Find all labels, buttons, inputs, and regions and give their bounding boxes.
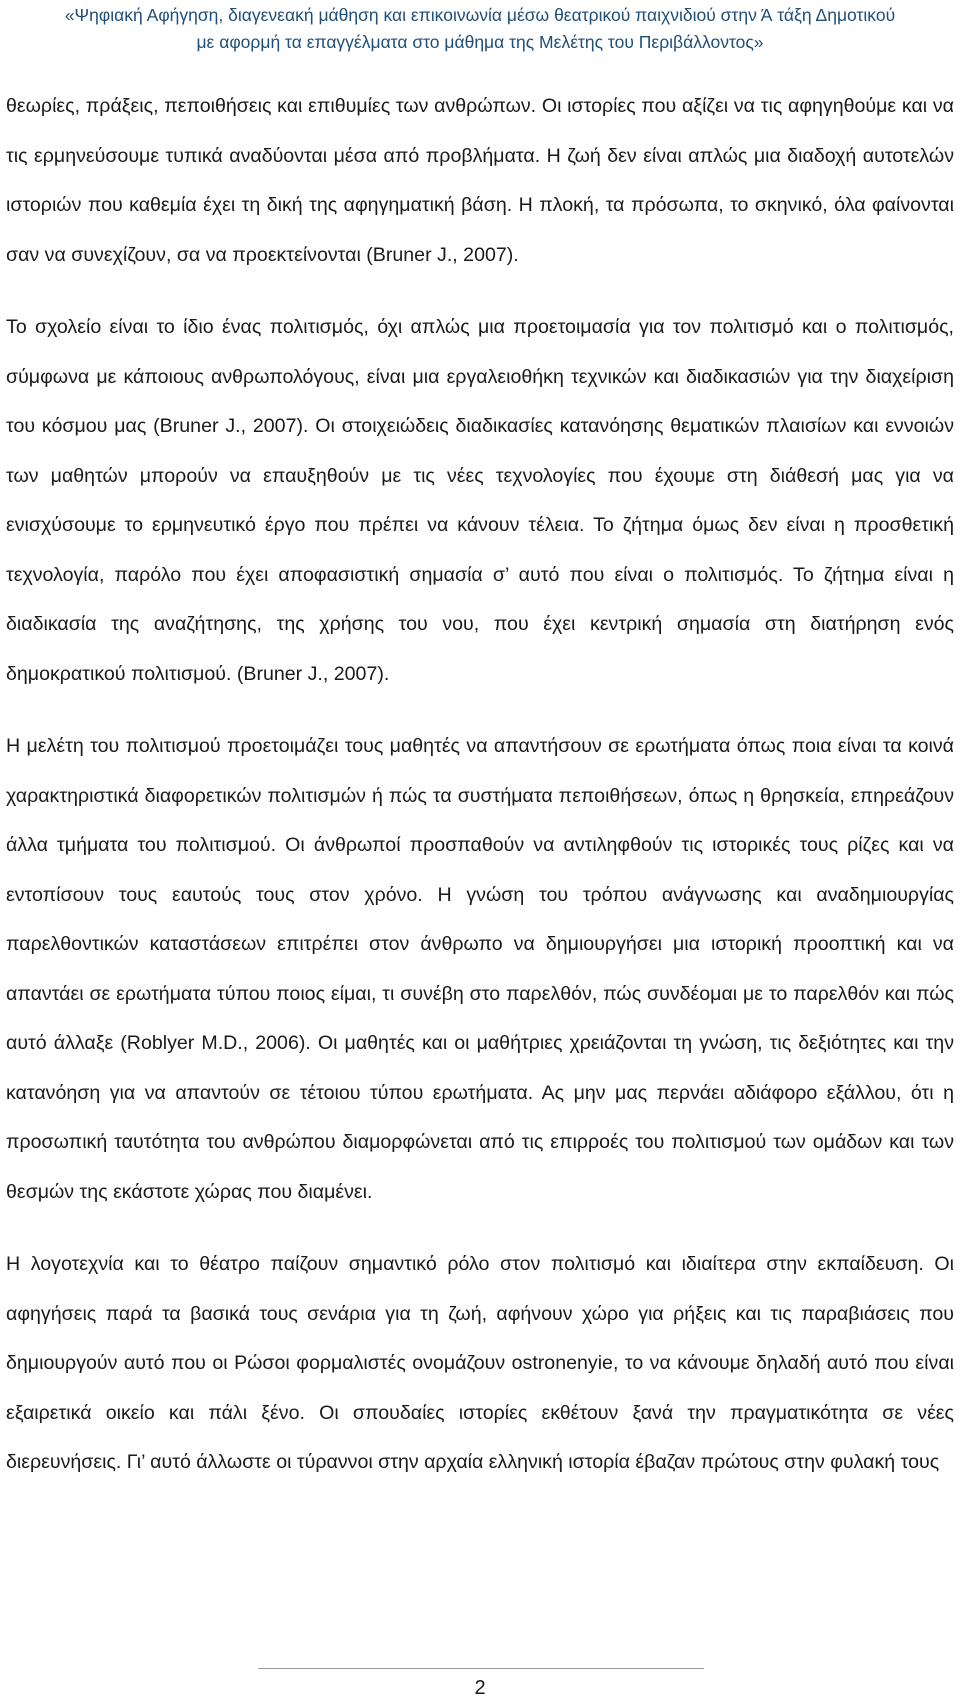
- paragraph-3: Η μελέτη του πολιτισμού προετοιμάζει τους μαθητές να απαντήσουν σε ερωτήματα όπως ποια είναι τα κοινά χαρακτηριστικά διαφορετικών πολιτισμών ή πώς τα συστήματα πεποιθήσεων, όπως η θρησκεία, επηρεάζουν άλλα τμήματα του πολιτισμού. Οι άνθρωποί προσπαθούν να αντιληφθούν τις ιστορικές τους ρίζες και να εντοπίσουν τους εαυτούς τους στον χρόνο. Η γνώση του τρόπου ανάγνωσης και αναδημιουργίας παρελθοντικών καταστάσεων επιτρέπει στον άνθρωπο να δημιουργήσει μια ιστορική προοπτική και να απαντάει σε ερωτήματα τύπου ποιος είμαι, τι συνέβη στο παρελθόν, πώς συνδέομαι με το παρελθόν και πώς αυτό άλλαξε (Roblyer M.D., 2006). Οι μαθητές και οι μαθήτριες χρειάζονται τη γνώση, τις δεξιότητες και την κατανόηση για να απαντούν σε τέτοιου τύπου ερωτήματα. Ας μην μας περνάει αδιάφορο εξάλλου, ότι η προσωπική ταυτότητα του ανθρώπου διαμορφώνεται από τις επιρροές του πολιτισμού των ομάδων και των θεσμών της εκάστοτε χώρας που διαμένει.: [6, 735, 954, 1203]
- page-number: 2: [474, 1677, 486, 1699]
- paragraph-2: Το σχολείο είναι το ίδιο ένας πολιτισμός, όχι απλώς μια προετοιμασία για τον πολιτισμό και ο πολιτισμός, σύμφωνα με κάποιους ανθρωπολόγους, είναι μια εργαλειοθήκη τεχνικών και διαδικασιών για την διαχείριση του κόσμου μας (Bruner J., 2007). Οι στοιχειώδεις διαδικασίες κατανόησης θεματικών πλαισίων και εννοιών των μαθητών μπορούν να επαυξηθούν με τις νέες τεχνολογίες που έχουμε στη διάθεσή μας για να ενισχύσουμε το ερμηνευτικό έργο που πρέπει να κάνουν τέλεια. Το ζήτημα όμως δεν είναι η προσθετική τεχνολογία, παρόλο που έχει αποφασιστική σημασία σ’ αυτό που είναι ο πολιτισμός. Το ζήτημα είναι η διαδικασία της αναζήτησης, της χρήσης του νου, που έχει κεντρική σημασία στη διατήρηση ενός δημοκρατικού πολιτισμού. (Bruner J., 2007).: [6, 316, 954, 685]
- header-line-2: με αφορμή τα επαγγέλματα στο μάθημα της Μελέτης του Περιβάλλοντος»: [196, 32, 764, 52]
- running-header: [6, 0, 954, 56]
- footer-divider: [258, 1668, 704, 1669]
- paragraph-4: Η λογοτεχνία και το θέατρο παίζουν σημαντικό ρόλο στον πολιτισμό και ιδιαίτερα στην εκπαίδευση. Οι αφηγήσεις παρά τα βασικά τους σενάρια για τη ζωή, αφήνουν χώρο για ρήξεις και τις παραβιάσεις που δημιουργούν αυτό που οι Ρώσοι φορμαλιστές ονομάζουν ostronenyie, το να κάνουμε δηλαδή αυτό που είναι εξαιρετικά οικείο και πάλι ξένο. Οι σπουδαίες ιστορίες εκθέτουν ξανά την πραγματικότητα σε νέες διερευνήσεις. Γι’ αυτό άλλωστε οι τύραννοι στην αρχαία ελληνική ιστορία έβαζαν πρώτους στην φυλακή τους: [6, 1253, 954, 1473]
- paragraph-1: θεωρίες, πράξεις, πεποιθήσεις και επιθυμίες των ανθρώπων. Οι ιστορίες που αξίζει να τις αφηγηθούμε και να τις ερμηνεύσουμε τυπικά αναδύονται μέσα από προβλήματα. Η ζωή δεν είναι απλώς μια διαδοχή αυτοτελών ιστοριών που καθεμία έχει τη δική της αφηγηματική βάση. Η πλοκή, τα πρόσωπα, το σκηνικό, όλα φαίνονται σαν να συνεχίζουν, σα να προεκτείνονται (Bruner J., 2007).: [6, 95, 954, 266]
- document-body: [6, 82, 954, 1488]
- header-line-1: «Ψηφιακή Αφήγηση, διαγενεακή μάθηση και επικοινωνία μέσω θεατρικού παιχνιδιού στην Ά τάξη Δημοτικού: [64, 5, 896, 25]
